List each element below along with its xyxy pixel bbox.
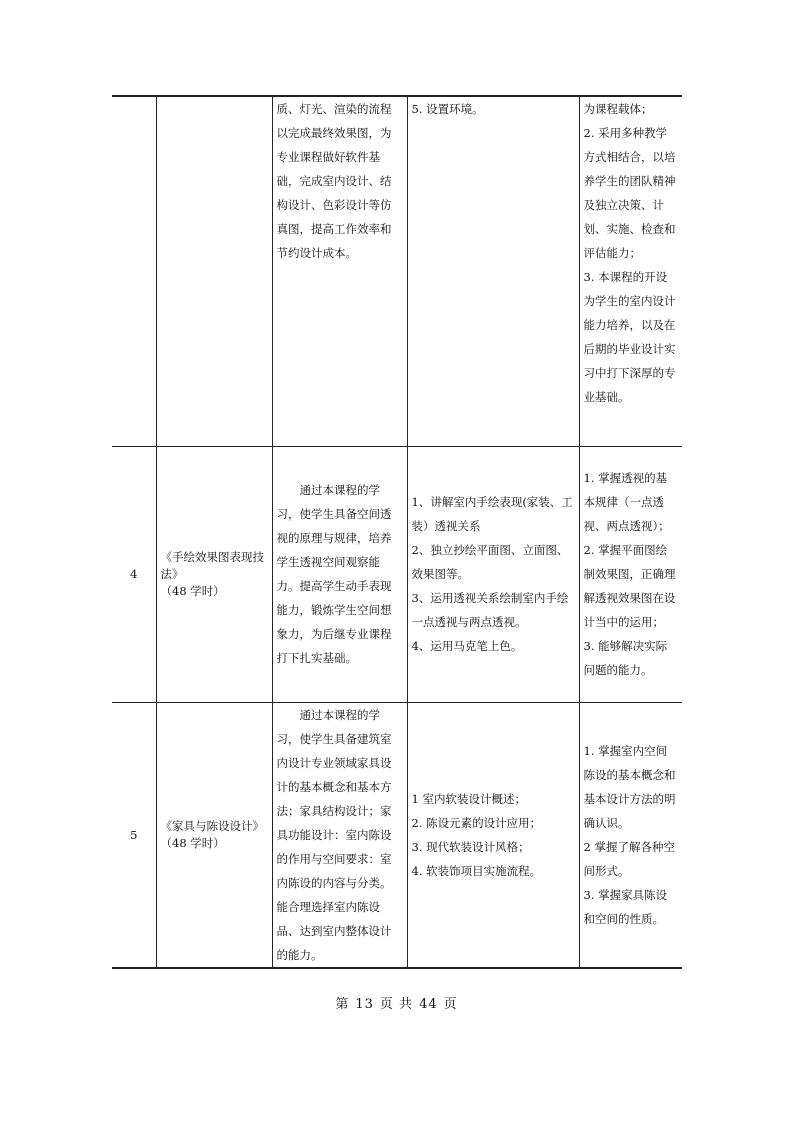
page-suffix: 页 [443,997,458,1012]
page-total: 44 [419,997,438,1012]
course-hours: （48 学时） [160,583,225,598]
course-content-text: 5. 设置环境。 [411,102,484,116]
course-goal-cell [272,446,407,702]
requirement-item: 1. 掌握室内空间陈设的基本概念和基本设计方法的明确认识。 [583,743,676,830]
content-item: 1 室内软装设计概述； [411,791,526,806]
course-content-cell [407,96,579,446]
course-goal-text: 通过本课程的学习，使学生具备空间透视的原理与规律，培养学生透视空间观察能力。提高学生动手表现能力，锻炼学生空间想象力，为后继专业课程打下扎实基础。 [276,483,392,665]
page-mid: 页 共 [379,997,414,1012]
content-item: 4、运用马克笔上色。 [411,639,523,653]
course-name: 《家具与陈设设计》 [160,818,264,833]
requirement-item: 3. 掌握家具陈设和空间的性质。 [583,887,668,926]
course-requirement-cell [579,446,682,702]
content-item: 2. 陈设元素的设计应用； [411,815,542,830]
table-row [112,702,682,968]
course-number-cell: 4 [112,446,156,702]
course-content-cell [407,446,579,702]
course-hours: （48 学时） [160,835,225,850]
course-name-cell [156,96,272,446]
page-current: 13 [355,997,374,1012]
table-row [112,446,682,702]
content-item: 2、独立抄绘平面图、立面图、效果图等。 [411,543,569,581]
requirement-item: 3. 能够解决实际问题的能力。 [583,639,668,677]
course-number-cell [112,96,156,446]
course-requirement-cell [579,96,682,446]
curriculum-table [112,95,682,969]
content-item: 3、运用透视关系绘制室内手绘一点透视与两点透视。 [411,591,569,629]
table-row [112,96,682,446]
content-item: 4. 软装饰项目实施流程。 [411,863,542,878]
course-goal-cell [272,702,407,968]
course-name-cell [156,702,272,968]
requirement-item: 2. 掌握平面图绘制效果图，正确理解透视效果图在设计当中的运用； [583,543,676,629]
page-footer [0,993,793,1012]
requirement-item: 3. 本课程的开设为学生的室内设计能力培养，以及在后期的毕业设计实习中打下深厚的专业基础。 [583,270,676,404]
requirement-item: 为课程载体； [583,102,653,116]
course-requirement-cell [579,702,682,968]
course-goal-text: 质、灯光、渲染的流程以完成最终效果图，为专业课程做好软件基础，完成室内设计、结构设计、色彩设计等仿真图，提高工作效率和节约设计成本。 [276,102,392,260]
requirement-item: 2. 采用多种教学方式相结合，以培养学生的团队精神及独立决策、计划、实施、检查和评估能力； [583,126,676,260]
course-goal-text: 通过本课程的学习，使学生具备建筑室内设计专业领域家具设计的基本概念和基本方法；家具结构设计；家具功能设计：室内陈设的作用与空间要求：室内陈设的内容与分类。能合理选择室内陈设品、达到室内整体设计的能力。 [276,707,392,962]
course-number-cell: 5 [112,702,156,968]
requirement-item: 2 掌握了解各种空间形式。 [583,839,675,878]
content-item: 1、讲解室内手绘表现(家装、工装）透视关系 [411,495,573,533]
page-prefix: 第 [335,997,350,1012]
content-item: 3. 现代软装设计风格； [411,839,530,854]
course-name-cell [156,446,272,702]
course-goal-cell [272,96,407,446]
requirement-item: 1. 掌握透视的基本规律（一点透视、两点透视）； [583,471,670,533]
course-content-cell [407,702,579,968]
course-name: 《手绘效果图表现技法》 [160,549,264,581]
